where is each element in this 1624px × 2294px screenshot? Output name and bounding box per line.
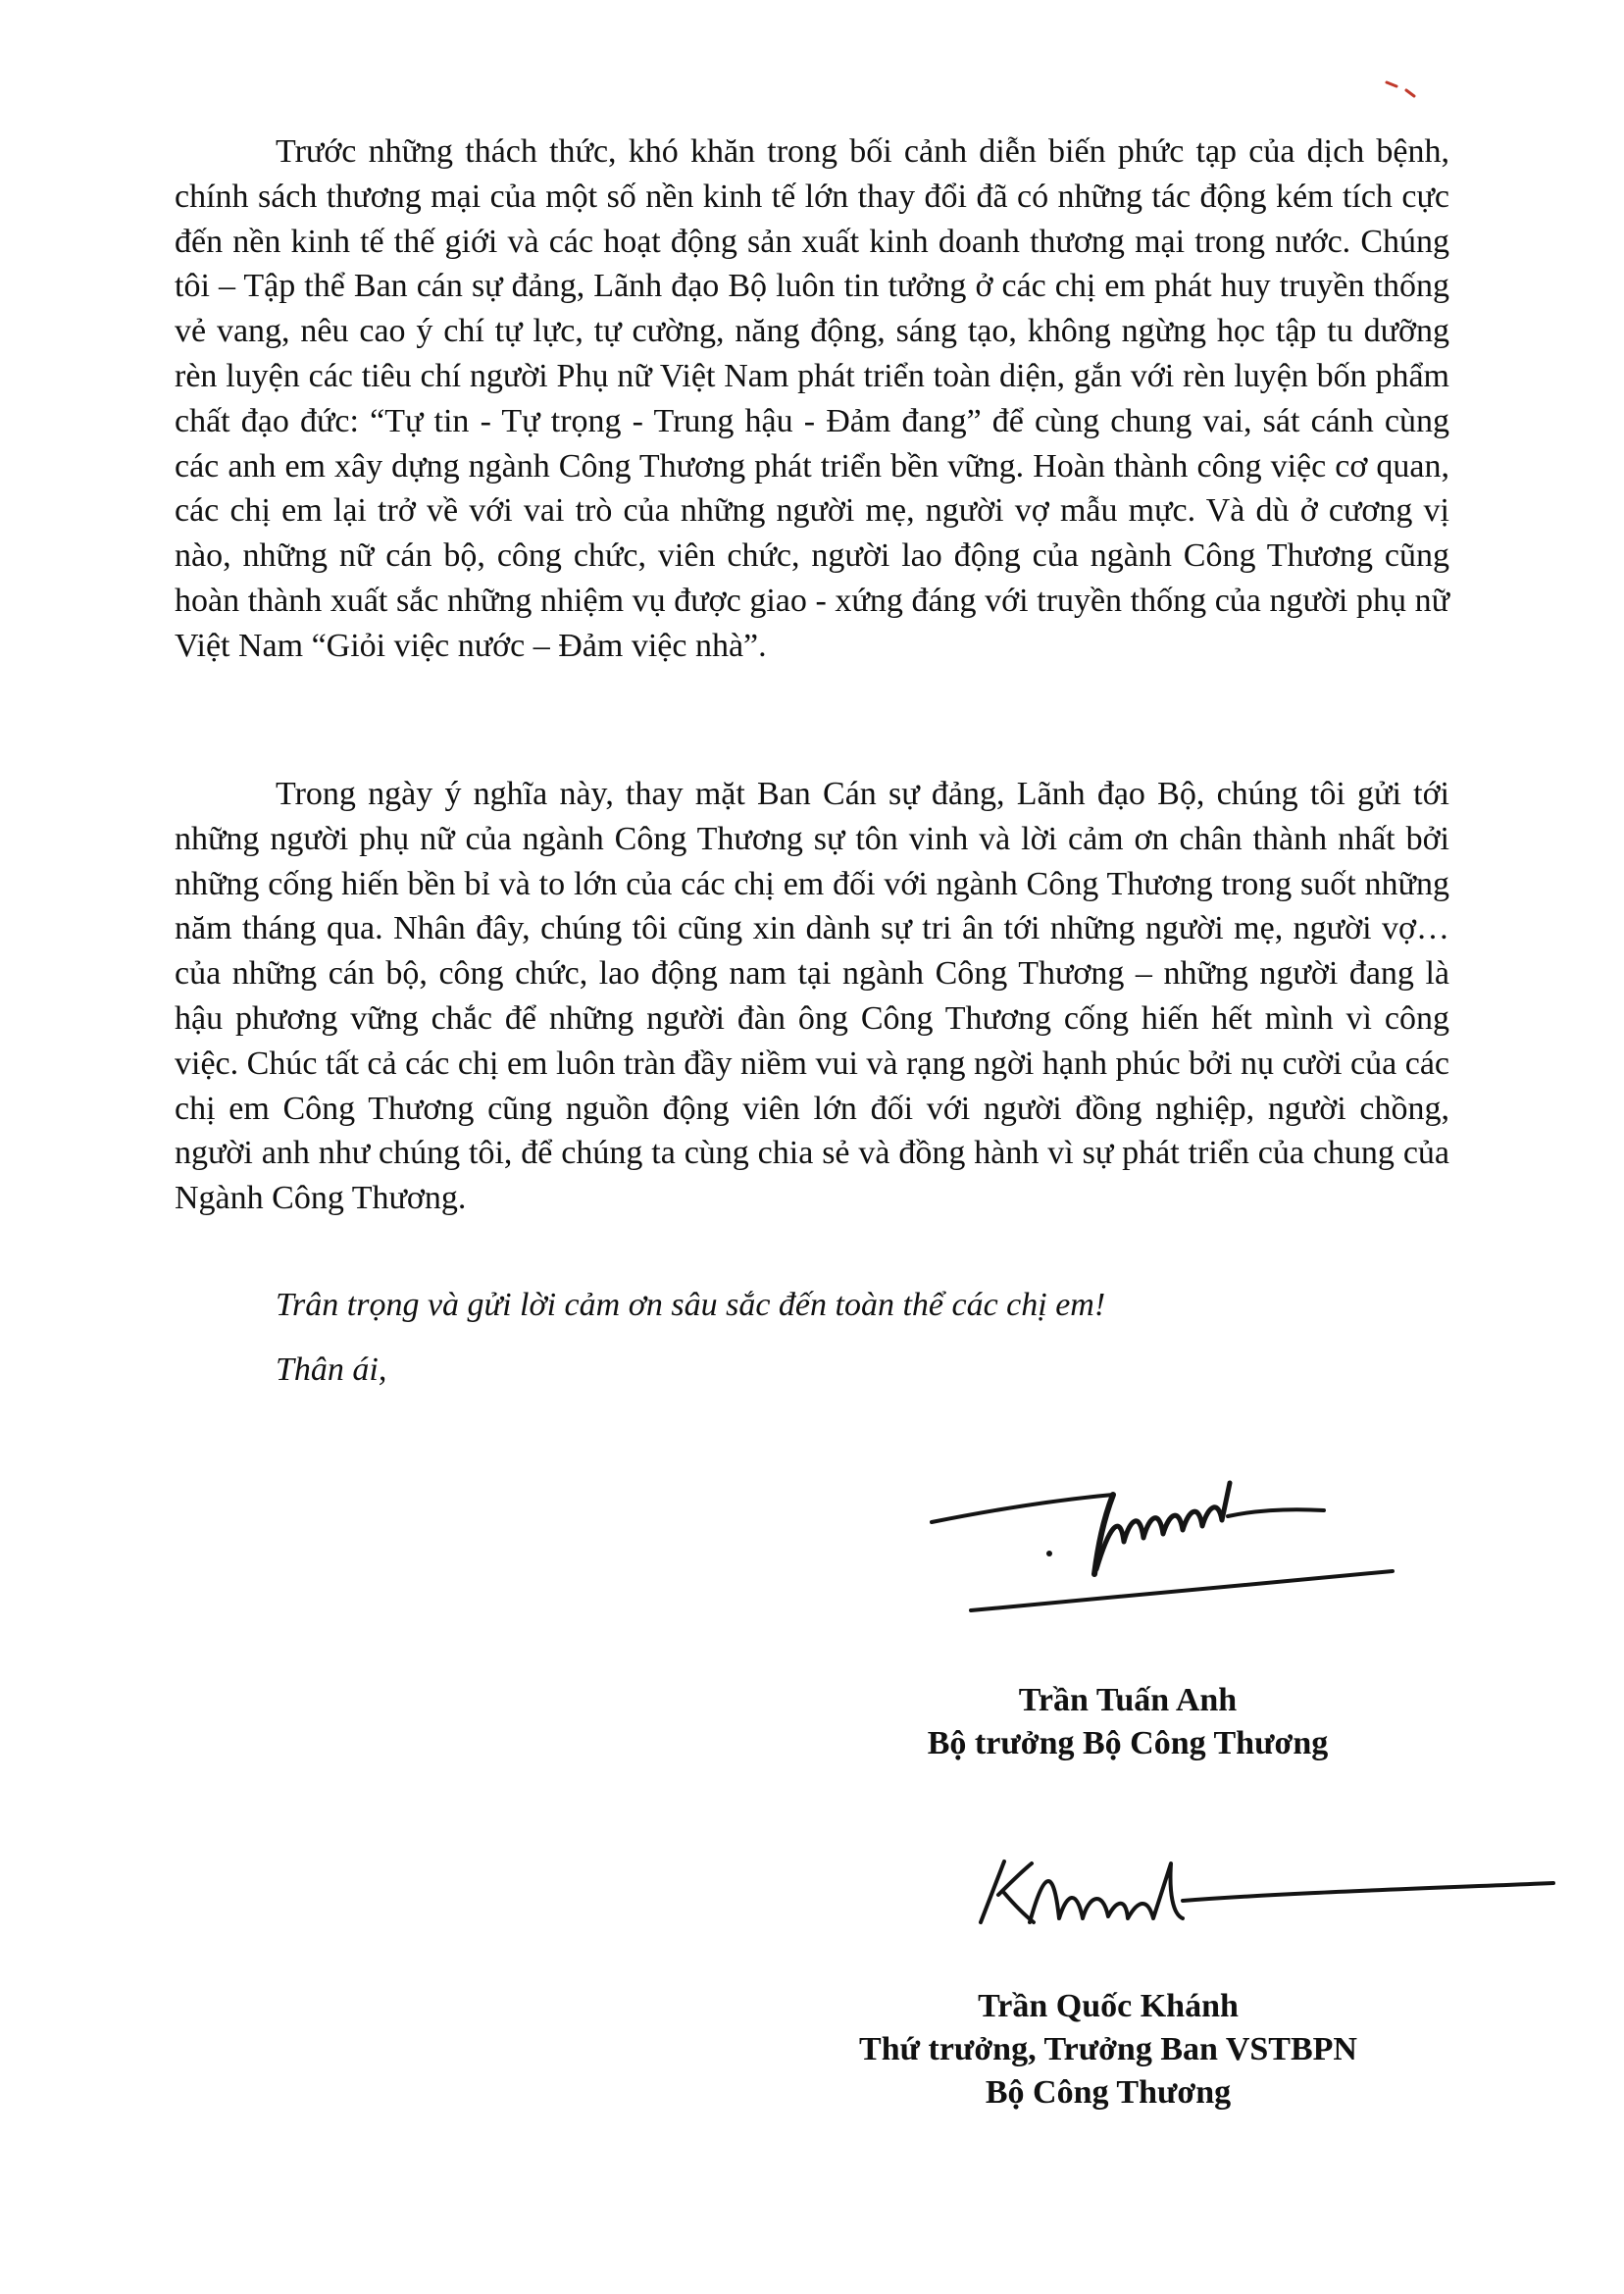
signature-1-image	[902, 1452, 1412, 1618]
signatory-2-name: Trần Quốc Khánh	[978, 1988, 1239, 2024]
letter-paragraph-2: Trong ngày ý nghĩa này, thay mặt Ban Cán sự đảng, Lãnh đạo Bộ, chúng tôi gửi tới những người phụ nữ của ngành Công Thương sự tôn vinh và lời cảm ơn chân thành nhất bởi những cống hiến bền bỉ và to lớn của các chị em đối với ngành Công Thương trong suốt những năm tháng qua. Nhân đây, chúng tôi cũng xin dành sự tri ân tới những người mẹ, người vợ… của những cán bộ, công chức, lao động nam tại ngành Công Thương – những người đang là hậu phương vững chắc để những người đàn ông Công Thương cống hiến hết mình vì công việc. Chúc tất cả các chị em luôn tràn đầy niềm vui và rạng ngời hạnh phúc bởi nụ cười của các chị em Công Thương cũng nguồn động viên lớn đối với người đồng nghiệp, người chồng, người anh như chúng tôi, để chúng ta cùng chia sẻ và đồng hành vì sự phát triển của chung của Ngành Công Thương.	[175, 776, 1449, 1217]
salutation-line: Thân ái,	[276, 1351, 387, 1388]
closing-line: Trân trọng và gửi lời cảm ơn sâu sắc đến toàn thể các chị em!	[276, 1287, 1106, 1323]
signature-2-image	[961, 1824, 1569, 1942]
letter-paragraph-1: Trước những thách thức, khó khăn trong bối cảnh diễn biến phức tạp của dịch bệnh, chính sách thương mại của một số nền kinh tế lớn thay đổi đã có những tác động kém tích cực đến nền kinh tế thế giới và các hoạt động sản xuất kinh doanh thương mại trong nước. Chúng tôi – Tập thể Ban cán sự đảng, Lãnh đạo Bộ luôn tin tưởng ở các chị em phát huy truyền thống vẻ vang, nêu cao ý chí tự lực, tự cường, năng động, sáng tạo, không ngừng học tập tu dưỡng rèn luyện các tiêu chí người Phụ nữ Việt Nam phát triển toàn diện, gắn với rèn luyện bốn phẩm chất đạo đức: “Tự tin - Tự trọng - Trung hậu - Đảm đang” để cùng chung vai, sát cánh cùng các anh em xây dựng ngành Công Thương phát triển bền vững. Hoàn thành công việc cơ quan, các chị em lại trở về với vai trò của những người mẹ, người vợ mẫu mực. Và dù ở cương vị nào, những nữ cán bộ, công chức, viên chức, người lao động của ngành Công Thương cũng hoàn thành xuất sắc những nhiệm vụ được giao - xứng đáng với truyền thống của người phụ nữ Việt Nam “Giỏi việc nước – Đảm việc nhà”.	[175, 133, 1449, 664]
signatory-2-block	[814, 1985, 1402, 2115]
signatory-2-organization: Bộ Công Thương	[985, 2074, 1232, 2111]
signatory-1-block	[834, 1679, 1422, 1765]
scan-mark	[1383, 76, 1422, 100]
signatory-2-title: Thứ trưởng, Trưởng Ban VSTBPN	[859, 2031, 1357, 2067]
signatory-1-name: Trần Tuấn Anh	[1018, 1682, 1238, 1718]
signatory-1-title: Bộ trưởng Bộ Công Thương	[927, 1725, 1329, 1761]
